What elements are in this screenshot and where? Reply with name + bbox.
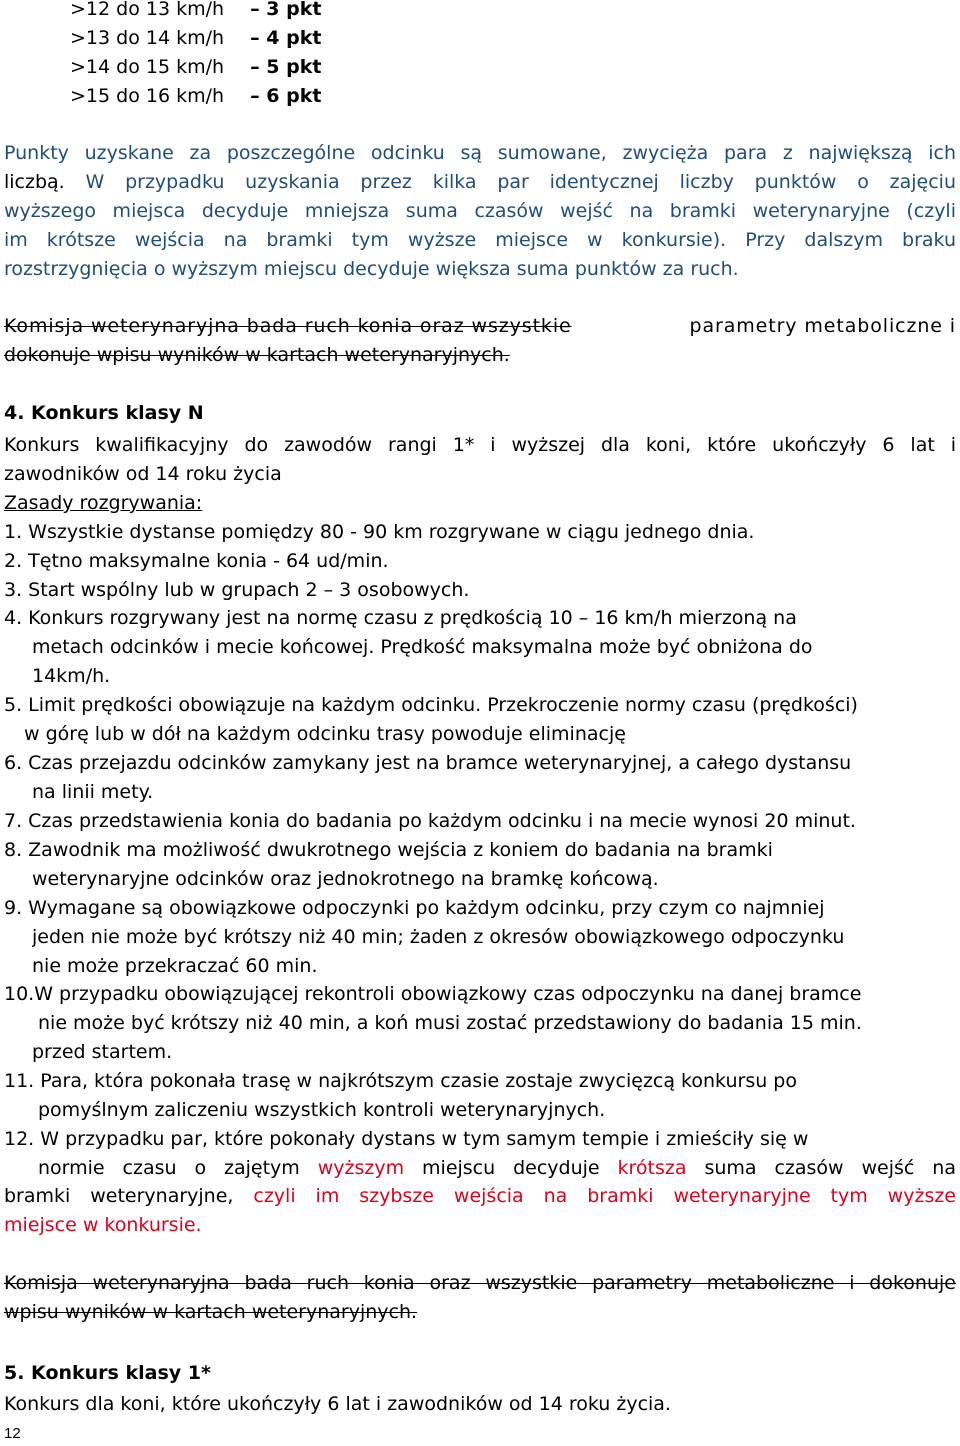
rule-item: 6. Czas przejazdu odcinków zamykany jest na bramce weterynaryjnej, a całego dystansu [4, 752, 852, 774]
commission-struck-line: dokonuje wpisu wyników w kartach weterynaryjnych. [4, 344, 510, 366]
speed-range: >13 do 14 km/h [70, 27, 225, 49]
rule-item: 12. W przypadku par, które pokonały dystans w tym samym tempie i zmieściły się w [4, 1128, 809, 1150]
rule-text: normie czasu o zajętym [38, 1157, 300, 1179]
rule-text: suma czasów wejść na [704, 1157, 956, 1179]
rule-item: 2. Tętno maksymalne konia - 64 ud/min. [4, 550, 389, 572]
rule-item-cont [38, 1154, 956, 1183]
rule-item: 7. Czas przedstawienia konia do badania po każdym odcinku i na mecie wynosi 20 minut. [4, 810, 856, 832]
commission-text: Komisja weterynaryjna bada ruch konia oraz wszystkie [4, 315, 572, 337]
rule-item: 5. Limit prędkości obowiązuje na każdym odcinku. Przekroczenie normy czasu (prędkości) [4, 694, 858, 716]
rule-item: 1. Wszystkie dystanse pomiędzy 80 - 90 km rozgrywane w ciągu jednego dnia. [4, 521, 755, 543]
scoring-paragraph-line [4, 168, 956, 197]
rule-item: 9. Wymagane są obowiązkowe odpoczynki po każdym odcinku, przy czym co najmniej [4, 897, 825, 919]
rule-item-cont: 14km/h. [32, 665, 111, 687]
section-4-intro: zawodników od 14 roku życia [4, 463, 282, 485]
scoring-paragraph-line: wyższego miejsca decyduje mniejsza suma czasów wejść na bramki weterynaryjne (czyli [4, 200, 956, 222]
speed-range: >15 do 16 km/h [70, 85, 225, 107]
speed-points-value: – 4 pkt [250, 27, 322, 49]
speed-points-value: – 6 pkt [250, 85, 322, 107]
scoring-paragraph-line: rozstrzygnięcia o wyższym miejscu decyduje większa suma punktów za ruch. [4, 258, 739, 280]
rule-text: miejscu decyduje [422, 1157, 600, 1179]
rule-text: bramki weterynaryjne, [4, 1185, 234, 1207]
scoring-paragraph-line [4, 226, 956, 255]
speed-range: >14 do 15 km/h [70, 56, 225, 78]
rule-item-cont: weterynaryjne odcinków oraz jednokrotnego na bramkę końcową. [32, 868, 659, 890]
rule-text-highlight: wyższym [317, 1157, 405, 1179]
scoring-text: liczbą. [4, 171, 65, 193]
rule-text-highlight: czyli im szybsze wejścia na bramki weterynaryjne tym wyższe [253, 1185, 956, 1207]
rule-item-cont: nie może przekraczać 60 min. [32, 955, 318, 977]
commission-struck-line [4, 312, 956, 341]
rule-item-cont: miejsce w konkursie. [4, 1214, 202, 1236]
scoring-text: Przy dalszym braku [726, 229, 956, 251]
rule-item-cont: jeden nie może być krótszy niż 40 min; żaden z okresów obowiązkowego odpoczynku [32, 926, 845, 948]
rule-item: 8. Zawodnik ma możliwość dwukrotnego wejścia z koniem do badania na bramki [4, 839, 773, 861]
rule-item: 3. Start wspólny lub w grupach 2 – 3 osobowych. [4, 579, 470, 601]
commission-struck-line: wpisu wyników w kartach weterynaryjnych. [4, 1301, 418, 1323]
section-5-intro: Konkurs dla koni, które ukończyły 6 lat i zawodników od 14 roku życia. [4, 1393, 671, 1415]
commission-struck-line: Komisja weterynaryjna bada ruch konia oraz wszystkie parametry metaboliczne i dokonuje [4, 1272, 956, 1294]
speed-points-row [70, 53, 470, 82]
rule-item-cont: metach odcinków i mecie końcowej. Prędkość maksymalna może być obniżona do [32, 636, 813, 658]
commission-text: parametry metaboliczne i [689, 315, 956, 337]
section-4-title: 4. Konkurs klasy N [4, 402, 204, 424]
rule-item-cont: pomyślnym zaliczeniu wszystkich kontroli weterynaryjnych. [38, 1099, 606, 1121]
rule-text-highlight: krótsza [617, 1157, 687, 1179]
rule-item-cont: przed startem. [32, 1041, 173, 1063]
rule-item-cont: nie może być krótszy niż 40 min, a koń musi zostać przedstawiony do badania 15 min. [38, 1012, 862, 1034]
scoring-text: W przypadku uzyskania przez kilka par identycznej liczby punktów o zajęciu [64, 171, 956, 193]
speed-range: >12 do 13 km/h [70, 0, 225, 20]
speed-points-value: – 5 pkt [250, 56, 322, 78]
section-4-intro: Konkurs kwalifikacyjny do zawodów rangi 1* i wyższej dla koni, które ukończyły 6 lat i [4, 434, 956, 456]
speed-points-row [70, 82, 470, 111]
scoring-text: im krótsze wejścia na bramki tym wyższe miejsce w konkursie). [4, 229, 727, 251]
speed-points-row [70, 0, 470, 24]
speed-points-value: – 3 pkt [250, 0, 322, 20]
rule-item: 11. Para, która pokonała trasę w najkrótszym czasie zostaje zwycięzcą konkursu po [4, 1070, 797, 1092]
scoring-paragraph-line: Punkty uzyskane za poszczególne odcinku są sumowane, zwycięża para z największą ich [4, 142, 956, 164]
rule-item: 4. Konkurs rozgrywany jest na normę czasu z prędkością 10 – 16 km/h mierzoną na [4, 607, 797, 629]
rules-heading: Zasady rozgrywania: [4, 492, 203, 514]
page-number: 12 [4, 1425, 21, 1442]
speed-points-row [70, 24, 470, 53]
rule-item-cont: na linii mety. [32, 781, 154, 803]
section-5-title: 5. Konkurs klasy 1* [4, 1362, 211, 1384]
rule-item-cont: w górę lub w dół na każdym odcinku trasy powoduje eliminację [24, 723, 626, 745]
rule-item-cont [4, 1182, 956, 1211]
rule-item: 10.W przypadku obowiązującej rekontroli obowiązkowy czas odpoczynku na danej bramce [4, 983, 862, 1005]
